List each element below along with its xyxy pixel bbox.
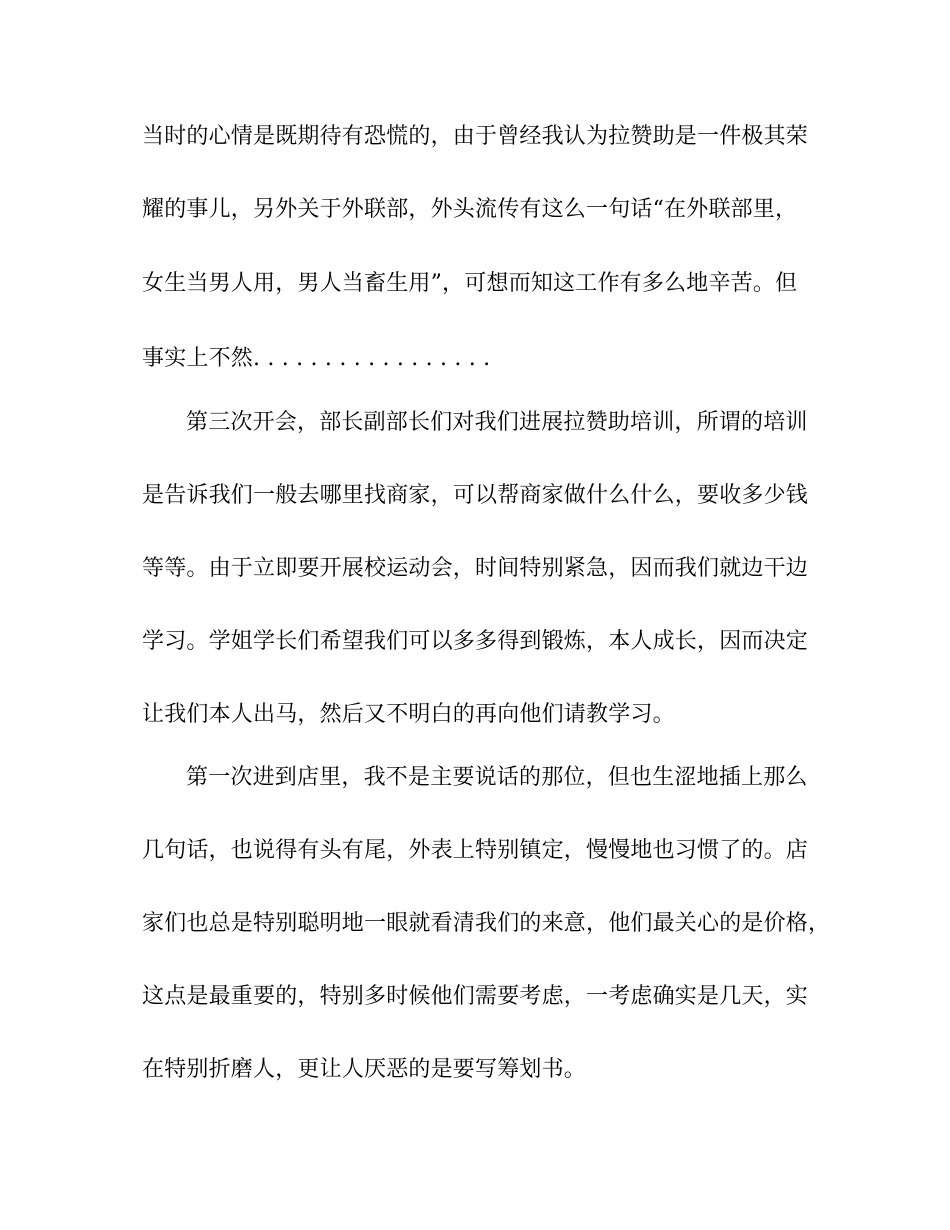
text-line: 是告诉我们一般去哪里找商家，可以帮商家做什么什么，要收多少钱 — [142, 483, 809, 508]
text-line: 让我们本人出马，然后又不明白的再向他们请教学习。 — [142, 702, 675, 727]
text-line: 耀的事儿，另外关于外联部，外头流传有这么一句话“在外联部里， — [142, 197, 798, 222]
text-line: 第一次进到店里，我不是主要说话的那位，但也生涩地插上那么 — [186, 765, 808, 790]
text-line: 事实上不然. . . . . . . . . . . . . . . . . — [142, 346, 491, 371]
text-line: 几句话，也说得有头有尾，外表上特别镇定，慢慢地也习惯了的。店 — [142, 838, 809, 863]
text-line: 等等。由于立即要开展校运动会，时间特别紧急，因而我们就边干边 — [142, 556, 809, 581]
text-line: 家们也总是特别聪明地一眼就看清我们的来意，他们最关心的是价格， — [142, 911, 831, 936]
text-line: 学习。学姐学长们希望我们可以多多得到锻炼，本人成长，因而决定 — [142, 629, 809, 654]
text-line: 当时的心情是既期待有恐慌的，由于曾经我认为拉赞助是一件极其荣 — [142, 124, 809, 149]
text-line: 第三次开会，部长副部长们对我们进展拉赞助培训，所谓的培训 — [186, 410, 808, 435]
text-line: 这点是最重要的，特别多时候他们需要考虑，一考虑确实是几天，实 — [142, 984, 809, 1009]
text-line: 女生当男人用，男人当畜生用”，可想而知这工作有多么地辛苦。但 — [142, 271, 798, 296]
text-line: 在特别折磨人，更让人厌恶的是要写筹划书。 — [142, 1057, 587, 1082]
